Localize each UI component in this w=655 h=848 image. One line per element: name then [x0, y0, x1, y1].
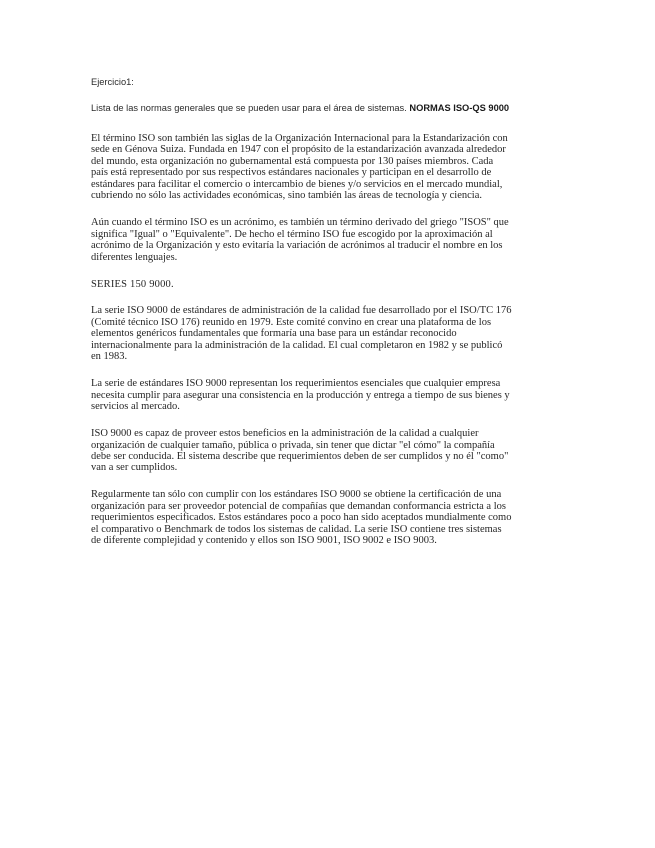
text-line: país está representado por sus respectivos estándares nacionales y participan en el desarrollo de — [91, 167, 492, 179]
paragraph-iso-definition — [91, 133, 569, 202]
norms-list-bold: NORMAS ISO-QS 9000 — [409, 103, 510, 113]
text-line: elementos genéricos fundamentales que formaría una base para un estándar reconocido — [91, 328, 457, 340]
text-line: Regularmente tan sólo con cumplir con los estándares ISO 9000 se obtiene la certificación de una — [91, 489, 502, 501]
paragraph-iso-certification — [91, 489, 569, 546]
paragraph-iso-9000-history — [91, 305, 569, 362]
norms-list-heading — [91, 103, 509, 113]
text-line: del mundo, esta organización no gubernamental está compuesta por 130 países miembros. Cada — [91, 155, 494, 167]
exercise-title: Ejercicio1: — [91, 77, 134, 87]
text-line: La serie de estándares ISO 9000 representan los requerimientos esenciales que cualquier empresa — [91, 378, 501, 390]
document-body — [91, 133, 569, 562]
text-line: El término ISO son también las siglas de la Organización Internacional para la Estandarización con — [91, 133, 508, 144]
paragraph-iso-9000-benefits — [91, 428, 569, 474]
text-line: requerimientos especificados. Estos estándares poco a poco han sido aceptados mundialmente como — [91, 512, 512, 524]
norms-list-text: Lista de las normas generales que se pueden usar para el área de sistemas. — [91, 103, 407, 113]
text-line: sede en Génova Suiza. Fundada en 1947 con el propósito de la estandarización avanzada alrededor — [91, 144, 506, 156]
paragraph-iso-acronym — [91, 217, 569, 263]
text-line: van a ser cumplidos. — [91, 462, 178, 474]
text-line: en 1983. — [91, 351, 128, 363]
text-line: debe ser conducida. El sistema describe que requerimientos deben de ser cumplidos y no él "como" — [91, 451, 509, 463]
paragraph-series-heading — [91, 279, 569, 290]
text-line: el comparativo o Benchmark de todos los sistemas de calidad. La serie ISO contiene tres sistemas — [91, 523, 502, 535]
text-line: diferentes lenguajes. — [91, 251, 178, 263]
text-line: necesita cumplir para asegurar una consistencia en la producción y entrega a tiempo de sus bienes y — [91, 389, 510, 401]
text-line: organización para ser proveedor potencial de compañías que demandan conformancia estricta a los — [91, 500, 506, 512]
text-line: internacionalmente para la administración de la calidad. El cual completaron en 1982 y se publicó — [91, 339, 503, 351]
text-line: organización de cualquier tamaño, pública o privada, sin tener que dictar "el cómo" la compañía — [91, 439, 495, 451]
text-line: servicios al mercado. — [91, 401, 180, 413]
text-line: de diferente complejidad y contenido y ellos son ISO 9001, ISO 9002 e ISO 9003. — [91, 535, 437, 547]
paragraph-iso-9000-requirements — [91, 378, 569, 412]
text-line: (Comité técnico ISO 176) reunido en 1979. Este comité convino en crear una plataforma de los — [91, 316, 492, 328]
text-line: acrónimo de la Organización y esto evitaría la variación de acrónimos al traducir el nombre en los — [91, 240, 503, 252]
text-line: La serie ISO 9000 de estándares de administración de la calidad fue desarrollado por el ISO/TC 176 — [91, 305, 512, 317]
text-line: estándares para facilitar el comercio o intercambio de bienes y/o servicios en el mercado mundial, — [91, 178, 503, 190]
text-line: Aún cuando el término ISO es un acrónimo, es también un término derivado del griego "ISOS" que — [91, 217, 509, 229]
series-heading: SERIES 150 9000. — [91, 278, 174, 290]
text-line: ISO 9000 es capaz de proveer estos beneficios en la administración de la calidad a cualquier — [91, 428, 479, 440]
text-line: cubriendo no sólo las actividades económicas, sino también las áreas de tecnología y ciencia. — [91, 190, 482, 202]
text-line: significa "Igual" o "Equivalente". De hecho el término ISO fue escogido por la aproximación al — [91, 228, 493, 240]
